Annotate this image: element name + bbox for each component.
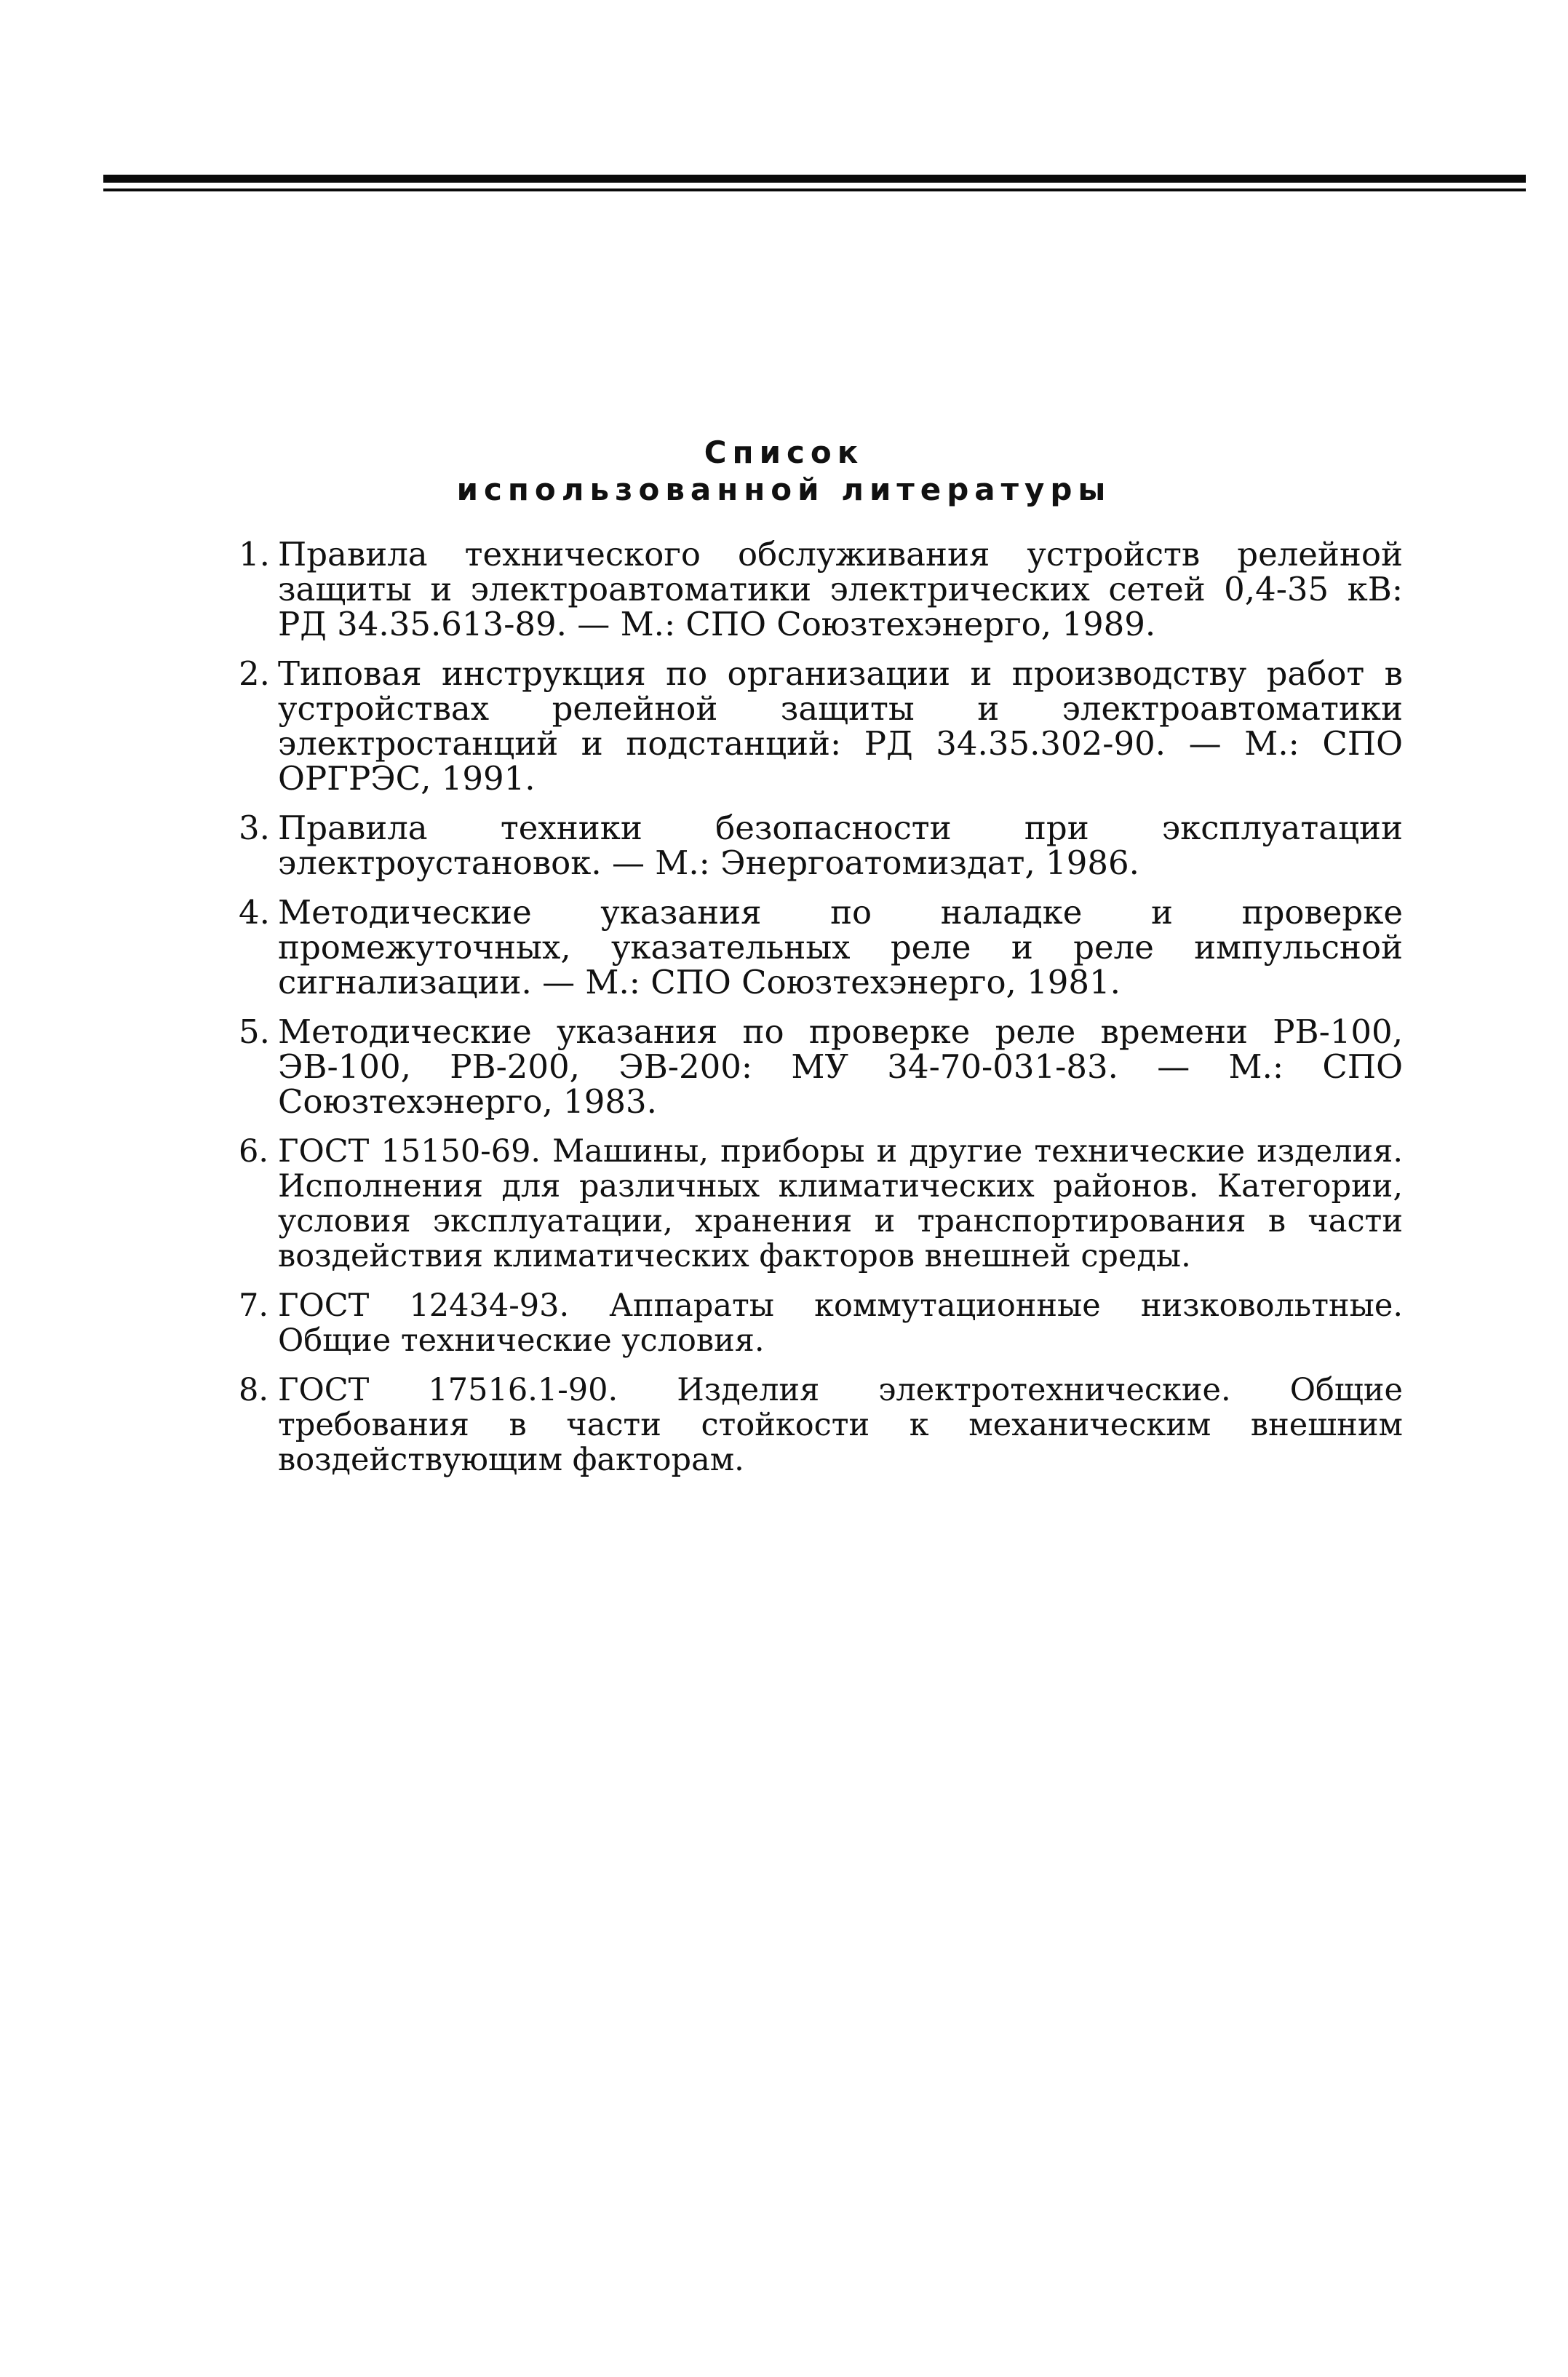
reference-list [239, 537, 1403, 1492]
reference-number: 7. [239, 1287, 269, 1324]
reference-item-7 [239, 1288, 1403, 1358]
reference-number: 2. [239, 654, 270, 693]
reference-text: Правила техники безопасности при эксплуатации электроустановок. — М.: Энергоатомиздат, 1986. [278, 809, 1403, 882]
reference-number: 5. [239, 1012, 270, 1051]
reference-text: Типовая инструкция по организации и производству работ в устройствах релейной защиты и электроавтоматики электростанций и подстанций: РД 34.35.302-90. — М.: СПО ОРГРЭС, 1991. [278, 654, 1403, 798]
reference-item-6 [239, 1134, 1403, 1274]
reference-item-8 [239, 1373, 1403, 1477]
reference-text: Методические указания по наладке и проверке промежуточных, указательных реле и реле импульсной сигнализации. — М.: СПО Союзтехэнерго, 1981. [278, 893, 1403, 1001]
page-title-line-2: использованной литературы [456, 472, 1112, 507]
reference-item-3 [239, 811, 1403, 881]
reference-item-4 [239, 895, 1403, 1000]
reference-text: Методические указания по проверке реле времени РВ-100, ЭВ-100, РВ-200, ЭВ-200: МУ 34-70-031-83. — М.: СПО Союзтехэнерго, 1983. [278, 1012, 1403, 1121]
header-rule-thick [103, 175, 1526, 183]
reference-item-1 [239, 537, 1403, 642]
reference-number: 4. [239, 893, 270, 932]
reference-text: ГОСТ 17516.1-90. Изделия электротехнические. Общие требования в части стойкости к механическим внешним воздействующим факторам. [278, 1372, 1403, 1478]
reference-number: 6. [239, 1133, 269, 1170]
reference-number: 8. [239, 1372, 269, 1408]
reference-number: 1. [239, 535, 270, 574]
reference-item-2 [239, 656, 1403, 796]
reference-number: 3. [239, 809, 270, 847]
header-rule-thin [103, 189, 1526, 191]
page-title-line-1: Список [704, 434, 864, 470]
reference-item-5 [239, 1012, 1403, 1121]
reference-text: Правила технического обслуживания устройств релейной защиты и электроавтоматики электрических сетей 0,4-35 кВ: РД 34.35.613-89. — М.: СПО Союзтехэнерго, 1989. [278, 535, 1403, 643]
reference-text: ГОСТ 12434-93. Аппараты коммутационные низковольтные. Общие технические условия. [278, 1287, 1403, 1359]
reference-text: ГОСТ 15150-69. Машины, приборы и другие технические изделия. Исполнения для различных климатических районов. Категории, условия эксплуатации, хранения и транспортирования в части воздействия климатических факторов внешней среды. [278, 1133, 1403, 1274]
